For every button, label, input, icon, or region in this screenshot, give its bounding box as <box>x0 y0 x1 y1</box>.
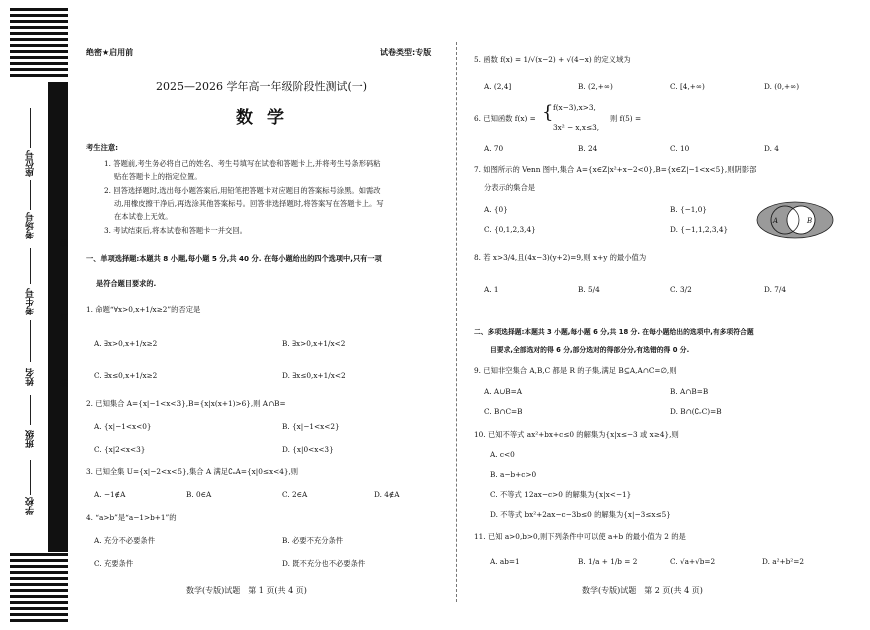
q6-option-d: D. 4 <box>764 144 779 153</box>
q6-stem-end: 则 f(5) = <box>610 114 642 123</box>
subject-title: 数学 <box>236 108 298 128</box>
q7-option-d: D. {−1,1,2,3,4} <box>670 225 729 234</box>
q8-option-d: D. 7/4 <box>764 285 786 294</box>
q8-stem: 8. 若 x>3/4,且(4x−3)(y+2)=9,则 x+y 的最小值为 <box>474 253 647 262</box>
name-line <box>30 320 31 362</box>
q5-option-a: A. (2,4] <box>484 82 512 91</box>
venn-diagram <box>755 200 835 240</box>
q5-option-c: C. [4,+∞) <box>670 82 705 91</box>
name-label: 姓名 <box>26 368 36 386</box>
q11-stem: 11. 已知 a>0,b>0,则下列条件中可以使 a+b 的最小值为 2 的是 <box>474 532 686 541</box>
q11-option-c: C. √a+√b=2 <box>670 557 716 566</box>
note-line-3: 2. 回答选择题时,选出每小题答案后,用铅笔把答题卡对应题目的答案标号涂黑。如需改 <box>104 186 381 195</box>
q11-option-a: A. ab=1 <box>490 557 520 566</box>
q2-stem: 2. 已知集合 A={x|−1<x<3},B={x|x(x+1)>6},则 A∩B= <box>86 399 286 408</box>
seat-line <box>30 108 31 148</box>
section1-heading: 一、单项选择题:本题共 8 小题,每小题 5 分,共 40 分. 在每小题给出的四个选项中,只有一项 <box>86 254 382 263</box>
q3-stem: 3. 已知全集 U={x|−2<x<5},集合 A 满足∁ᵤA={x|0≤x<4},则 <box>86 467 299 476</box>
q10-option-c: C. 不等式 12ax−c>0 的解集为{x|x<−1} <box>490 490 632 499</box>
section2-heading: 二、多项选择题:本题共 3 小题,每小题 6 分,共 18 分. 在每小题给出的选项中,有多项符合题 <box>474 328 754 336</box>
q6-option-c: C. 10 <box>670 144 690 153</box>
binding-stripes-bottom <box>10 553 68 625</box>
q7-option-c: C. {0,1,2,3,4} <box>484 225 536 234</box>
class-label: 班级 <box>26 430 36 448</box>
q10-option-b: B. a−b+c>0 <box>490 470 537 479</box>
section2-heading-cont: 目要求,全部选对的得 6 分,部分选对的得部分分,有选错的得 0 分. <box>490 346 690 354</box>
q9-option-d: D. B∩(∁ᵣC)=B <box>670 407 722 416</box>
binding-mark-xian: 线 <box>60 239 68 248</box>
q6-option-a: A. 70 <box>484 144 504 153</box>
q6-option-b: B. 24 <box>578 144 598 153</box>
seat-label: 座位号 <box>26 150 36 177</box>
venn-label-a: A <box>773 217 779 225</box>
q6-case-1: f(x−3),x>3, <box>553 103 596 112</box>
note-line-6: 3. 考试结束后,将本试卷和答题卡一并交回。 <box>104 226 247 235</box>
room-line <box>30 180 31 210</box>
q4-option-b: B. 必要不充分条件 <box>282 536 344 545</box>
q9-option-a: A. A∪B=A <box>484 387 523 396</box>
q4-option-a: A. 充分不必要条件 <box>94 536 155 545</box>
q11-option-d: D. a²+b²=2 <box>762 557 804 566</box>
q6-case-2: 3x² − x,x≤3, <box>553 123 600 132</box>
note-line-1: 1. 答题前,考生务必将自己的姓名、考生号填写在试卷和答题卡上,并将考生号条形码粘 <box>104 159 381 168</box>
q9-option-b: B. A∩B=B <box>670 387 709 396</box>
q6-brace: { <box>542 102 554 123</box>
school-line <box>30 460 31 495</box>
q10-option-a: A. c<0 <box>490 450 515 459</box>
candidate-line <box>30 248 31 284</box>
q8-option-a: A. 1 <box>484 285 499 294</box>
school-label: 学校 <box>26 497 36 515</box>
q4-option-d: D. 既不充分也不必要条件 <box>282 559 366 568</box>
footer-page-1: 数学(专版)试题 第 1 页(共 4 页) <box>186 586 307 595</box>
q5-option-d: D. (0,+∞) <box>764 82 800 91</box>
note-line-4: 动,用橡皮擦干净后,再选涂其他答案标号。回答非选择题时,将答案写在答题卡上。写 <box>114 199 384 208</box>
room-label: 考场号 <box>26 212 36 239</box>
q6-stem: 6. 已知函数 f(x) = <box>474 114 536 123</box>
candidate-label: 考生号 <box>26 288 36 315</box>
notes-heading: 考生注意: <box>86 143 119 152</box>
q11-option-b: B. 1/a + 1/b = 2 <box>578 557 638 566</box>
q9-option-c: C. B∩C=B <box>484 407 523 416</box>
q8-option-b: B. 5/4 <box>578 285 600 294</box>
q3-option-a: A. −1∉A <box>94 490 126 499</box>
class-line <box>30 395 31 425</box>
q7-option-a: A. {0} <box>484 205 508 214</box>
secret-header: 绝密★启用前 <box>86 48 134 57</box>
q2-option-d: D. {x|0<x<3} <box>282 445 334 454</box>
q10-option-d: D. 不等式 bx²+2ax−c−3b≤0 的解集为{x|−3≤x≤5} <box>490 510 671 519</box>
binding-mark-ding: 订 <box>60 313 68 322</box>
q1-option-b: B. ∃x>0,x+1/x<2 <box>282 339 346 348</box>
q3-option-d: D. 4∉A <box>374 490 400 499</box>
page-divider <box>456 42 457 602</box>
section1-heading-cont: 是符合题目要求的. <box>96 279 157 288</box>
q2-option-a: A. {x|−1<x<0} <box>94 422 152 431</box>
q5-stem: 5. 函数 f(x) = 1/√(x−2) + √(4−x) 的定义域为 <box>474 55 631 64</box>
exam-title: 2025—2026 学年高一年级阶段性测试(一) <box>156 80 368 93</box>
paper-type-header: 试卷类型:专版 <box>380 48 432 57</box>
q1-option-d: D. ∃x≤0,x+1/x<2 <box>282 371 346 380</box>
q2-option-b: B. {x|−1<x<2} <box>282 422 340 431</box>
q2-option-c: C. {x|2<x<3} <box>94 445 146 454</box>
q4-option-c: C. 充要条件 <box>94 559 134 568</box>
q10-stem: 10. 已知不等式 ax²+bx+c≤0 的解集为{x|x≤−3 或 x≥4},则 <box>474 430 679 439</box>
q8-option-c: C. 3/2 <box>670 285 692 294</box>
note-line-2: 贴在答题卡上的指定位置。 <box>114 172 202 181</box>
q3-option-b: B. 0∈A <box>186 490 212 499</box>
q7-option-b: B. {−1,0} <box>670 205 708 214</box>
venn-label-b: B <box>807 217 813 225</box>
footer-page-2: 数学(专版)试题 第 2 页(共 4 页) <box>582 586 703 595</box>
q4-stem: 4. “a>b”是“a−1>b+1”的 <box>86 513 177 522</box>
q1-option-a: A. ∃x>0,x+1/x≥2 <box>94 339 158 348</box>
q1-stem: 1. 命题“∀x>0,x+1/x≥2”的否定是 <box>86 305 201 314</box>
q9-stem: 9. 已知非空集合 A,B,C 都是 R 的子集,满足 B⊆A,A∩C=∅,则 <box>474 366 677 375</box>
note-line-5: 在本试卷上无效。 <box>114 212 173 221</box>
q7-stem: 7. 如图所示的 Venn 图中,集合 A={x∈Z|x²+x−2<0},B={x∈Z|−1<x<5},则阴影部 <box>474 165 757 174</box>
q3-option-c: C. 2∈A <box>282 490 308 499</box>
q1-option-c: C. ∃x≤0,x+1/x≥2 <box>94 371 158 380</box>
q7-stem-cont: 分表示的集合是 <box>484 183 536 192</box>
binding-stripes-top <box>10 8 68 80</box>
q5-option-b: B. (2,+∞) <box>578 82 613 91</box>
binding-mark-zhuang: 装 <box>60 379 68 388</box>
